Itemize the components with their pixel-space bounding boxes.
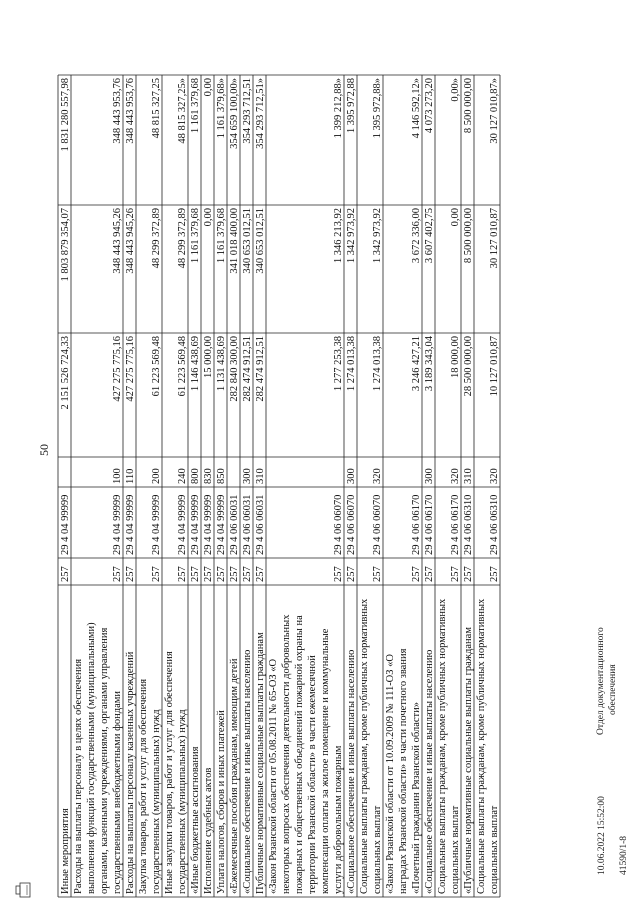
ved-code: 257 (203, 566, 214, 582)
stamp-code: 41590/1-8 (619, 835, 629, 875)
amount-2022: 28 500 000,00 (463, 336, 474, 397)
amount-2024: 30 127 010,87» (489, 78, 500, 144)
amount-2024: 348 443 953,76 (112, 78, 123, 144)
amount-2022: 427 275 775,16 (125, 336, 136, 402)
row-name-line: Публичные нормативные социальные выплаты гражданам (255, 632, 266, 894)
csr-code: 29 4 04 99999 (203, 494, 214, 555)
amount-2022: 10 127 010,87 (489, 336, 500, 397)
amount-2022: 15 000,00 (203, 336, 214, 378)
ved-code: 257 (333, 566, 344, 582)
ved-code: 257 (346, 566, 357, 582)
amount-2022: 1 131 438,69 (216, 336, 227, 392)
amount-2023: 1 342 973,92 (372, 208, 383, 264)
amount-2023: 30 127 010,87 (489, 208, 500, 269)
amount-2024: 354 293 712,51» (255, 78, 266, 149)
ved-code: 257 (125, 566, 136, 582)
row-name-line: государственных (муниципальных) нужд (151, 709, 162, 894)
ved-code: 257 (229, 566, 240, 582)
csr-code: 29 4 04 99999 (151, 494, 162, 555)
csr-code: 29 4 04 99999 (216, 494, 227, 555)
amount-2023: 3 607 402,75 (424, 208, 435, 264)
vr-code: 310 (463, 468, 474, 484)
amount-2024: 0,00» (450, 78, 461, 102)
ved-code: 257 (112, 566, 123, 582)
amount-2022: 61 223 569,48 (151, 336, 162, 397)
stamp-datetime: 10.06.2022 15:52:00 (597, 796, 607, 875)
amount-2023: 1 803 879 354,07 (60, 208, 71, 282)
row-name-line: Исполнение судебных актов (203, 767, 214, 894)
amount-2022: 1 274 013,38 (372, 336, 383, 392)
row-name-line: пожарных и общественных объединений пожарной охраны на (294, 615, 305, 894)
csr-code: 29 4 06 06070 (372, 494, 383, 555)
ved-code: 257 (463, 566, 474, 582)
row-name-line: Иные мероприятия (60, 808, 71, 894)
amount-2024: 354 293 712,51 (242, 78, 253, 144)
csr-code: 29 4 06 06031 (229, 494, 240, 555)
row-name-line: социальных выплат (450, 805, 461, 894)
row-name-line: услуги добровольным пожарным (333, 745, 344, 894)
amount-2023: 48 299 372,89 (177, 208, 188, 269)
amount-2022: 3 246 427,21 (411, 336, 422, 392)
amount-2022: 1 146 438,69 (190, 336, 201, 392)
vr-code: 240 (177, 468, 188, 484)
amount-2023: 340 653 012,51 (242, 208, 253, 274)
row-name-line: государственных (муниципальных) нужд (177, 709, 188, 894)
amount-2024: 354 659 100,00» (229, 78, 240, 149)
row-name-line: территории Рязанской области» в части ежемесячной (307, 655, 318, 894)
ved-code: 257 (489, 566, 500, 582)
csr-code: 29 4 06 06070 (346, 494, 357, 555)
amount-2024: 48 815 327,25 (151, 78, 162, 139)
amount-2023: 0,00 (203, 208, 214, 227)
ved-code: 257 (177, 566, 188, 582)
csr-code: 29 4 06 06170 (450, 494, 461, 555)
row-name-line: «Закон Рязанской области от 10.09.2009 № 111-ОЗ «О (385, 654, 396, 894)
csr-code: 29 4 06 06310 (463, 494, 474, 555)
amount-2024: 348 443 953,76 (125, 78, 136, 144)
row-name-line: некоторых вопросах обеспечения деятельности добровольных (281, 614, 292, 894)
csr-code: 29 4 06 06031 (242, 494, 253, 555)
vr-code: 300 (424, 468, 435, 484)
row-name-line: «Публичные нормативные социальные выплаты гражданам (463, 627, 474, 894)
csr-code: 29 4 04 99999 (60, 494, 71, 555)
row-name-line: Уплата налогов, сборов и иных платежей (216, 710, 227, 894)
amount-2023: 3 672 336,00 (411, 208, 422, 264)
row-name-line: Социальные выплаты гражданам, кроме публичных нормативных (359, 598, 370, 894)
ved-code: 257 (216, 566, 227, 582)
amount-2023: 48 299 372,89 (151, 208, 162, 269)
row-name-line: «Почетный гражданин Рязанской области» (411, 702, 422, 894)
vr-code: 850 (216, 468, 227, 484)
amount-2024: 1 161 379,68» (216, 78, 227, 139)
amount-2024: 1 395 972,88» (372, 78, 383, 139)
vr-code: 320 (489, 468, 500, 484)
row-name-line: выполнения функций государственными (муниципальными) (86, 622, 97, 894)
amount-2023: 1 161 379,68 (190, 208, 201, 264)
vr-code: 300 (242, 468, 253, 484)
csr-code: 29 4 04 99999 (112, 494, 123, 555)
csr-code: 29 4 06 06031 (255, 494, 266, 555)
csr-code: 29 4 04 99999 (177, 494, 188, 555)
printer-logo-icon (16, 883, 30, 897)
amount-2022: 282 474 912,51 (242, 336, 253, 402)
amount-2022: 18 000,00 (450, 336, 461, 378)
budget-table (58, 75, 500, 897)
csr-code: 29 4 06 06170 (424, 494, 435, 555)
amount-2023: 0,00 (450, 208, 461, 227)
amount-2022: 282 474 912,51 (255, 336, 266, 402)
row-name-line: «Социальное обеспечение и иные выплаты населению (424, 649, 435, 894)
amount-2023: 348 443 945,26 (112, 208, 123, 274)
amount-2022: 3 189 343,04 (424, 336, 435, 392)
row-name-line: социальных выплат (489, 805, 500, 894)
amount-2023: 1 346 213,92 (333, 208, 344, 264)
ved-code: 257 (411, 566, 422, 582)
amount-2024: 8 500 000,00 (463, 78, 474, 134)
amount-2023: 8 500 000,00 (463, 208, 474, 264)
amount-2024: 0,00 (203, 78, 214, 97)
vr-code: 100 (112, 468, 123, 484)
row-name-line: компенсации оплаты за жилое помещение и коммунальные (320, 628, 331, 894)
amount-2023: 1 161 379,68 (216, 208, 227, 264)
amount-2024: 4 073 273,20 (424, 78, 435, 134)
row-name-line: Социальные выплаты гражданам, кроме публичных нормативных (437, 598, 448, 894)
row-name-line: наградах Рязанской области» в части почетного звания (398, 648, 409, 894)
row-name-line: Иные закупки товаров, работ и услуг для обеспечения (164, 651, 175, 894)
ved-code: 257 (151, 566, 162, 582)
amount-2024: 1 831 280 557,98 (60, 78, 71, 152)
csr-code: 29 4 04 99999 (190, 494, 201, 555)
row-name-line: Расходы на выплаты персоналу в целях обеспечения (73, 658, 84, 894)
amount-2024: 1 161 379,68 (190, 78, 201, 134)
row-name-line: Социальные выплаты гражданам, кроме публичных нормативных (476, 598, 487, 894)
ved-code: 257 (242, 566, 253, 582)
amount-2023: 341 018 400,00 (229, 208, 240, 274)
row-name-line: Закупка товаров, работ и услуг для обеспечения (138, 678, 149, 894)
row-name-line: «Социальное обеспечение и иные выплаты населению (242, 649, 253, 894)
ved-code: 257 (190, 566, 201, 582)
vr-code: 800 (190, 468, 201, 484)
amount-2023: 1 342 973,92 (346, 208, 357, 264)
ved-code: 257 (60, 566, 71, 582)
row-name-line: «Иные бюджетные ассигнования (190, 746, 201, 894)
amount-2022: 2 151 526 724,33 (60, 336, 71, 410)
amount-2022: 1 274 013,38 (346, 336, 357, 392)
page-number: 50 (37, 444, 51, 456)
vr-code: 310 (255, 468, 266, 484)
vr-code: 200 (151, 468, 162, 484)
vr-code: 320 (450, 468, 461, 484)
row-name-line: «Закон Рязанской области от 05.08.2011 № 65-ОЗ «О (268, 658, 279, 894)
row-name-line: социальных выплат (372, 805, 383, 894)
ved-code: 257 (372, 566, 383, 582)
csr-code: 29 4 06 06310 (489, 494, 500, 555)
stamp-department: Отдел документационного (596, 627, 606, 735)
ved-code: 257 (255, 566, 266, 582)
ved-code: 257 (424, 566, 435, 582)
amount-2024: 48 815 327,25» (177, 78, 188, 144)
row-name-line: «Социальное обеспечение и иные выплаты населению (346, 649, 357, 894)
vr-code: 830 (203, 468, 214, 484)
amount-2024: 1 395 972,88 (346, 78, 357, 134)
csr-code: 29 4 06 06170 (411, 494, 422, 555)
amount-2023: 348 443 945,26 (125, 208, 136, 274)
vr-code: 110 (125, 468, 136, 484)
stamp-department-2: обеспечения (608, 664, 618, 715)
amount-2023: 340 653 012,51 (255, 208, 266, 274)
amount-2024: 1 399 212,88» (333, 78, 344, 139)
csr-code: 29 4 06 06070 (333, 494, 344, 555)
amount-2022: 1 277 253,38 (333, 336, 344, 392)
row-name-line: органами, казенными учреждениями, органами управления (99, 627, 110, 894)
row-name-line: государственными внебюджетными фондами (112, 690, 123, 894)
amount-2022: 427 275 775,16 (112, 336, 123, 402)
amount-2022: 61 223 569,48 (177, 336, 188, 397)
vr-code: 300 (346, 468, 357, 484)
row-name-line: «Ежемесячные пособия гражданам, имеющим детей (229, 658, 240, 894)
vr-code: 320 (372, 468, 383, 484)
amount-2024: 4 146 592,12» (411, 78, 422, 139)
ved-code: 257 (450, 566, 461, 582)
amount-2022: 282 840 300,00 (229, 336, 240, 402)
csr-code: 29 4 04 99999 (125, 494, 136, 555)
row-name-line: Расходы на выплаты персоналу казенных учреждений (125, 651, 136, 894)
